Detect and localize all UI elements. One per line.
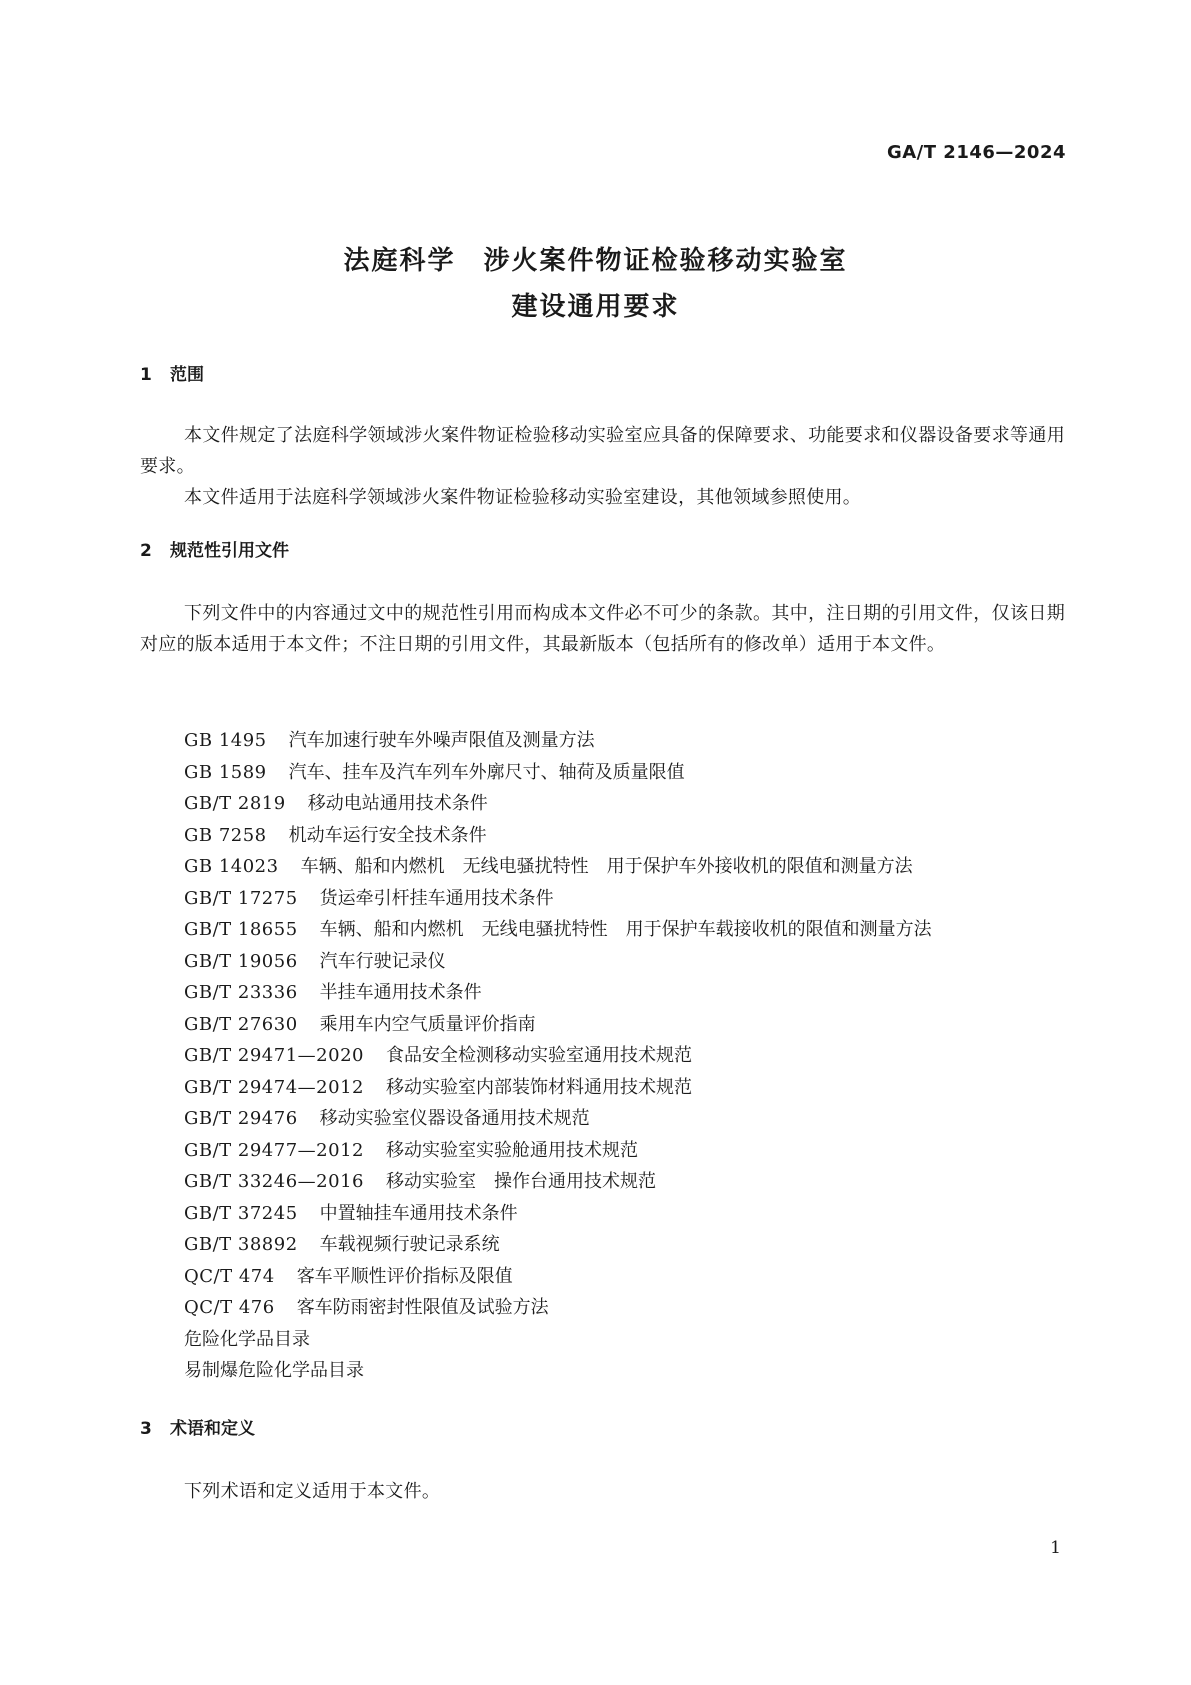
reference-title: 中置轴挂车通用技术条件	[319, 1202, 518, 1224]
title-line-2: 建设通用要求	[511, 292, 680, 322]
reference-title: 移动实验室 操作台通用技术规范	[385, 1171, 656, 1192]
standard-code: GA/T 2146—2024	[886, 142, 1066, 163]
reference-code: GB/T 18655	[184, 919, 298, 940]
section-number: 3	[140, 1419, 152, 1439]
reference-item	[184, 757, 932, 789]
reference-title: 食品安全检测移动实验室通用技术规范	[385, 1045, 692, 1066]
reference-code: GB/T 33246—2016	[184, 1171, 364, 1192]
section-title: 规范性引用文件	[170, 541, 289, 561]
reference-code: GB/T 19056	[184, 950, 298, 972]
reference-item	[184, 851, 932, 883]
reference-item	[184, 725, 932, 757]
reference-code: GB 1495	[184, 730, 267, 751]
reference-title: 汽车行驶记录仪	[319, 950, 446, 972]
section-heading-terms	[140, 1414, 255, 1439]
reference-title: 移动实验室内部装饰材料通用技术规范	[385, 1076, 692, 1098]
reference-code: QC/T 476	[184, 1297, 275, 1318]
reference-title: 乘用车内空气质量评价指南	[319, 1013, 536, 1035]
reference-code: GB/T 27630	[184, 1013, 298, 1035]
reference-title: 车辆、船和内燃机 无线电骚扰特性 用于保护车载接收机的限值和测量方法	[319, 919, 932, 940]
reference-code: GB/T 23336	[184, 982, 298, 1003]
title-line-1: 法庭科学 涉火案件物证检验移动实验室	[343, 246, 848, 276]
reference-item	[184, 1040, 932, 1072]
reference-title: 汽车、挂车及汽车列车外廓尺寸、轴荷及质量限值	[288, 761, 685, 783]
reference-code: GB/T 29476	[184, 1108, 298, 1129]
reference-title: 汽车加速行驶车外噪声限值及测量方法	[288, 730, 595, 751]
reference-code: GB/T 37245	[184, 1202, 298, 1224]
reference-code: GB/T 29474—2012	[184, 1076, 364, 1098]
reference-title: 危险化学品目录	[184, 1328, 310, 1350]
reference-item	[184, 1355, 932, 1387]
page-number: 1	[1050, 1538, 1061, 1558]
reference-code: GB 14023	[184, 856, 279, 877]
reference-item	[184, 1292, 932, 1324]
scope-paragraph-2: 本文件适用于法庭科学领域涉火案件物证检验移动实验室建设，其他领域参照使用。	[184, 487, 862, 508]
document-title	[0, 238, 1191, 330]
reference-title: 客车防雨密封性限值及试验方法	[296, 1297, 549, 1318]
section-number: 1	[140, 365, 152, 385]
reference-item	[184, 1261, 932, 1293]
reference-item	[184, 946, 932, 978]
reference-title: 移动实验室仪器设备通用技术规范	[319, 1108, 590, 1129]
reference-title: 易制爆危险化学品目录	[184, 1360, 364, 1381]
reference-item	[184, 1229, 932, 1261]
reference-code: GB/T 17275	[184, 887, 298, 909]
reference-item	[184, 1324, 932, 1356]
reference-code: GB/T 38892	[184, 1234, 298, 1255]
reference-title: 移动电站通用技术条件	[307, 793, 488, 814]
reference-title: 车辆、船和内燃机 无线电骚扰特性 用于保护车外接收机的限值和测量方法	[300, 856, 913, 877]
reference-item	[184, 914, 932, 946]
reference-item	[184, 1198, 932, 1230]
reference-item	[184, 1103, 932, 1135]
section-heading-scope	[140, 360, 204, 385]
reference-item	[184, 1166, 932, 1198]
section-title: 术语和定义	[170, 1419, 255, 1439]
reference-code: GB/T 2819	[184, 793, 286, 814]
section-title: 范围	[170, 365, 204, 385]
reference-code: GB/T 29477—2012	[184, 1139, 364, 1161]
reference-code: GB 1589	[184, 761, 267, 783]
terms-intro: 下列术语和定义适用于本文件。	[184, 1481, 441, 1502]
reference-title: 移动实验室实验舱通用技术规范	[385, 1139, 638, 1161]
scope-paragraph-1: 本文件规定了法庭科学领域涉火案件物证检验移动实验室应具备的保障要求、功能要求和仪器设备要求等通用要求。	[140, 425, 1065, 477]
reference-title: 机动车运行安全技术条件	[288, 824, 487, 846]
reference-item	[184, 883, 932, 915]
reference-code: QC/T 474	[184, 1265, 275, 1287]
reference-title: 客车平顺性评价指标及限值	[296, 1265, 513, 1287]
reference-title: 车载视频行驶记录系统	[319, 1234, 500, 1255]
reference-code: GB 7258	[184, 824, 267, 846]
reference-list	[184, 725, 932, 1387]
section-heading-normative-references	[140, 536, 289, 561]
reference-item	[184, 1072, 932, 1104]
section-number: 2	[140, 541, 152, 561]
reference-item	[184, 1135, 932, 1167]
reference-item	[184, 820, 932, 852]
reference-code: GB/T 29471—2020	[184, 1045, 364, 1066]
reference-title: 货运牵引杆挂车通用技术条件	[319, 887, 554, 909]
references-intro: 下列文件中的内容通过文中的规范性引用而构成本文件必不可少的条款。其中，注日期的引用文件，仅该日期对应的版本适用于本文件；不注日期的引用文件，其最新版本（包括所有的修改单）适用于本文件。	[140, 603, 1065, 655]
reference-item	[184, 1009, 932, 1041]
reference-title: 半挂车通用技术条件	[319, 982, 482, 1003]
reference-item	[184, 977, 932, 1009]
reference-item	[184, 788, 932, 820]
